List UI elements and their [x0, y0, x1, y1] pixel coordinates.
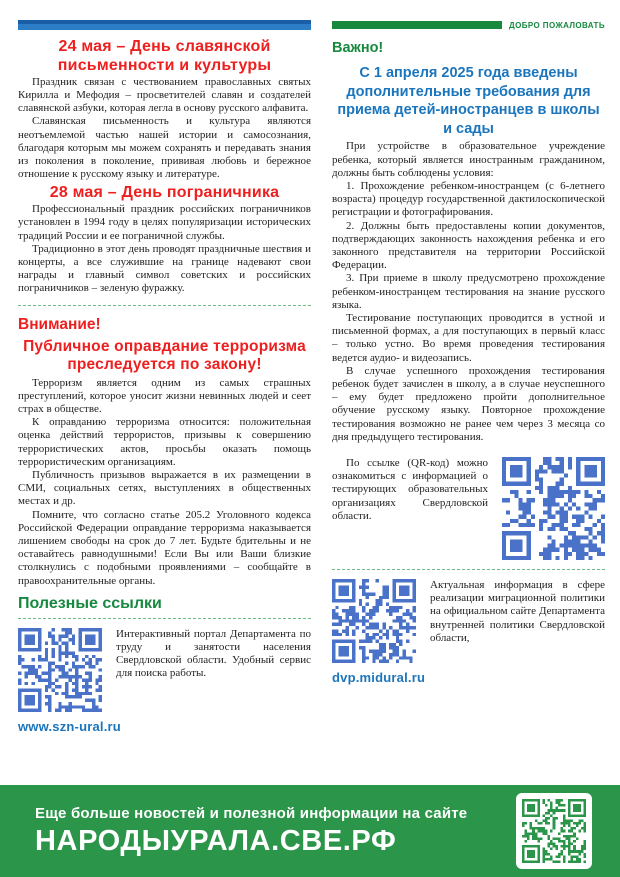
- migration-info-block: [332, 579, 605, 663]
- qr-code-employment-portal: [18, 628, 102, 712]
- masthead-row: [332, 20, 605, 30]
- heading-useful-links: Полезные ссылки: [18, 594, 162, 612]
- dashed-divider: [18, 305, 311, 306]
- dashed-divider: [18, 618, 311, 619]
- paragraph: Славянская письменность и культура являются неотъемлемой частью нашей истории и самосознания, благодаря которым мы можем сохранять и передавать знания из поколения в поколение, прививая любовь и бережное отношение к русскому языку и литературе.: [18, 115, 311, 181]
- right-column: [332, 20, 605, 734]
- attention-label: Внимание!: [18, 315, 101, 333]
- heading-new-requirements: С 1 апреля 2025 года введены дополнительные требования для приема детей-иностранцев в школы и сады: [337, 65, 600, 137]
- paragraph: 1. Прохождение ребенком-иностранцем (с 6-летнего возраста) процедур государственной дактилоскопической регистрации и фотографирования.: [332, 179, 605, 219]
- important-label: Важно!: [332, 40, 384, 56]
- footer-qr-frame: [516, 793, 592, 869]
- paragraph: Тестирование поступающих проводится в устной и письменной формах, а для поступающих в первый класс – только устно. Во время проведения тестирования ведется аудио- и видеозапись.: [332, 311, 605, 364]
- paragraph: Терроризм является одним из самых страшных преступлений, которое уносит жизни невинных людей и сеет страх в обществе.: [18, 376, 311, 415]
- paragraph: 3. При приеме в школу предусмотрено прохождение ребенком-иностранцем тестирования на знание русского языка.: [332, 272, 605, 311]
- testing-orgs-block: [332, 457, 605, 560]
- paragraph: Помните, что согласно статье 205.2 Уголовного кодекса Российской Федерации оправдание терроризма наказывается лишением свободы на срок до 7 лет. Будьте бдительны и не оставайтесь равнодушными! Если Вы или Ваши близкие столкнулись с подобными проявлениями – сообщайте в правоохранительные органы.: [18, 508, 311, 587]
- footer-banner: [0, 785, 620, 877]
- decorative-bar-blue: [18, 20, 311, 30]
- qr-code-testing-organizations: [502, 457, 605, 560]
- footer-banner-text: [0, 805, 516, 858]
- paragraph: Праздник связан с чествованием православных святых Кирилла и Мефодия – просветителей славян и создателей славянской азбуки, которая легла в основу русского алфавита.: [18, 75, 311, 115]
- employment-portal-block: [18, 628, 311, 712]
- dashed-divider: [332, 569, 605, 570]
- link-szn-ural[interactable]: www.szn-ural.ru: [18, 718, 121, 734]
- qr-code-narodyurala-site: [522, 799, 586, 863]
- heading-border-guard-day: 28 мая – День пограничника: [49, 184, 280, 202]
- footer-banner-site-name: НАРОДЫУРАЛА.СВЕ.РФ: [35, 824, 397, 857]
- welcome-label: ДОБРО ПОЖАЛОВАТЬ: [509, 20, 605, 30]
- qr-code-migration-policy: [332, 579, 416, 663]
- link-dvp-midural[interactable]: dvp.midural.ru: [332, 669, 426, 685]
- paragraph: 2. Должны быть предоставлены копии документов, подтверждающих законность нахождения ребенка и его законного представителя на территории Российской Федерации.: [332, 219, 605, 272]
- qr-caption: Актуальная информация в сфере реализации миграционной политики на официальном сайте Департамента внутренней политики Свердловской области,: [430, 578, 605, 644]
- heading-terrorism-warning: Публичное оправдание терроризма преследуется по закону!: [23, 337, 306, 374]
- decorative-bar-green: [332, 21, 502, 29]
- paragraph: Профессиональный праздник российских пограничников установлен в 1994 году в целях популяризации исторических традиций России и ее пограничной службы.: [18, 203, 311, 242]
- qr-caption: Интерактивный портал Департамента по труду и занятости населения Свердловской области. Удобный сервис для поиска работы.: [116, 627, 311, 680]
- paragraph: Публичность призывов выражается в их размещении в СМИ, социальных сетях, выступлениях в общественных местах и др.: [18, 468, 311, 508]
- footer-banner-subtitle: Еще больше новостей и полезной информации на сайте: [35, 804, 468, 822]
- paragraph: Традиционно в этот день проводят праздничные шествия и концерты, а все служившие на границе надевают свои награды и главный символ советских и российских пограничников – зеленую фуражку.: [18, 242, 311, 295]
- paragraph: При устройстве в образовательное учреждение ребенка, который является иностранным гражданином, должны быть соблюдены условия:: [332, 140, 605, 179]
- heading-slavic-writing-day: 24 мая – День славянской письменности и культуры: [57, 38, 272, 74]
- paragraph: К оправданию терроризма относится: положительная оценка действий террористов, призывы к совершению террористических актов, просьбы оказать помощь террористическим организациям.: [18, 416, 311, 468]
- left-column: [18, 20, 311, 734]
- qr-caption: По ссылке (QR-код) можно ознакомиться с информацией о тестирующих образовательных организациях Свердловской области.: [332, 456, 488, 522]
- paragraph: В случае успешного прохождения тестирования ребенок будет зачислен в школу, а в случае неуспешного – ему будет предложено пройти дополнительное обучение русскому языку. Повторное прохождение тестирования возможно не ранее чем через 3 месяца со дня предыдущего тестирования.: [332, 364, 605, 443]
